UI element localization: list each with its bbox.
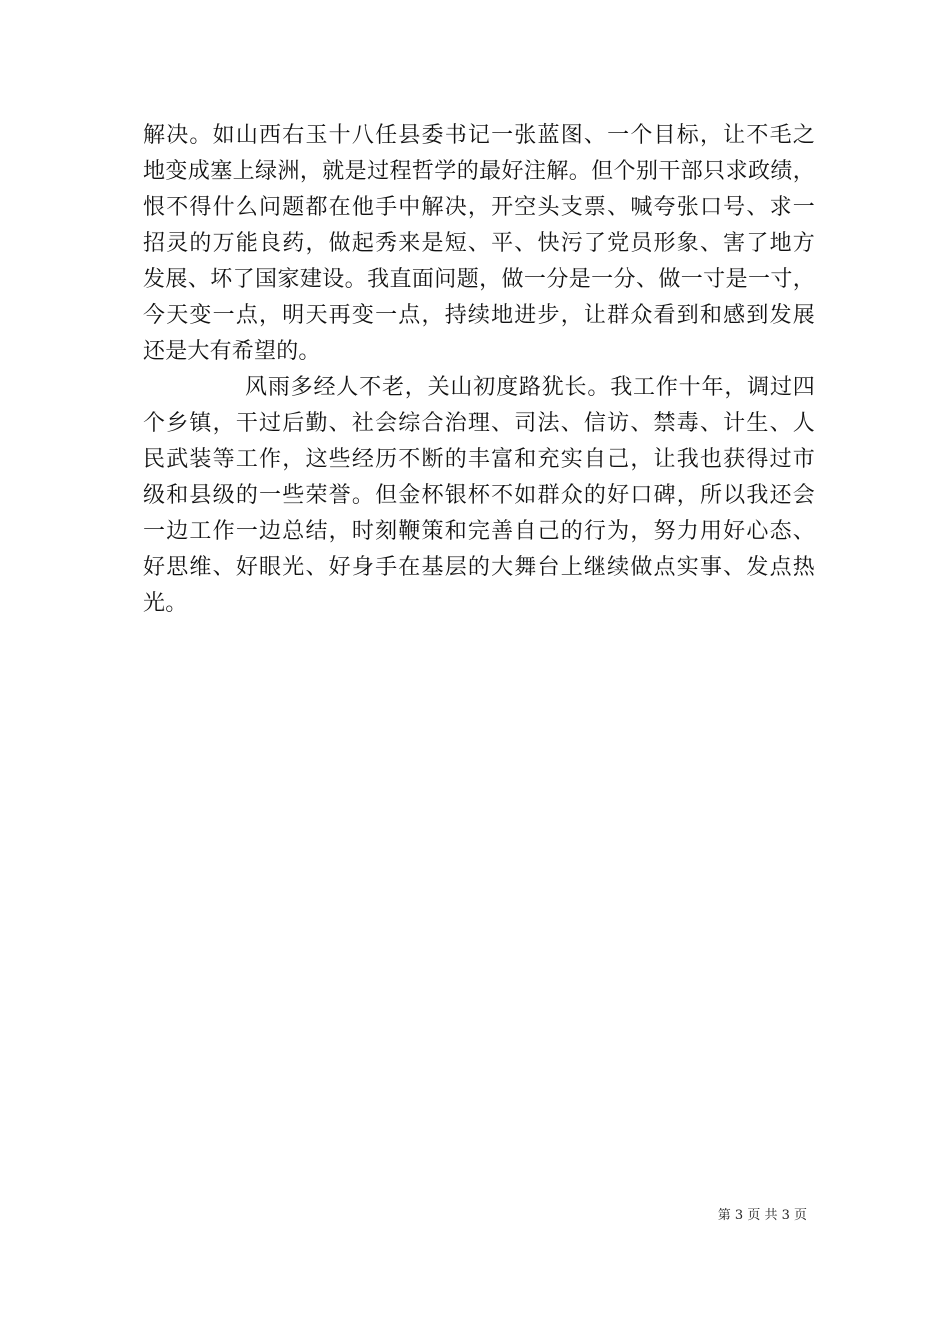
paragraph-first-line: 风雨多经人不老，关山初度路犹长。我工作十年，调过四 [245, 375, 815, 400]
text-line: 好思维、好眼光、好身手在基层的大舞台上继续做点实事、发点热 [143, 555, 815, 580]
text-line: 还是大有希望的。 [143, 339, 321, 364]
body-text [143, 118, 815, 622]
text-line: 民武装等工作，这些经历不断的丰富和充实自己，让我也获得过市 [143, 447, 815, 472]
text-line: 一边工作一边总结，时刻鞭策和完善自己的行为，努力用好心态、 [143, 519, 815, 544]
text-line: 恨不得什么问题都在他手中解决，开空头支票、喊夸张口号、求一 [143, 195, 815, 220]
page-number-footer: 第 3 页 共 3 页 [717, 1208, 807, 1223]
text-line: 地变成塞上绿洲，就是过程哲学的最好注解。但个别干部只求政绩， [143, 159, 815, 184]
text-line: 级和县级的一些荣誉。但金杯银杯不如群众的好口碑，所以我还会 [143, 483, 815, 508]
text-line: 招灵的万能良药，做起秀来是短、平、快污了党员形象、害了地方 [143, 231, 815, 256]
text-line: 解决。如山西右玉十八任县委书记一张蓝图、一个目标，让不毛之 [143, 123, 815, 148]
text-line: 光。 [143, 591, 188, 616]
text-line: 发展、坏了国家建设。我直面问题，做一分是一分、做一寸是一寸， [143, 267, 815, 292]
text-line: 今天变一点，明天再变一点，持续地进步，让群众看到和感到发展 [143, 303, 815, 328]
text-line: 个乡镇，干过后勤、社会综合治理、司法、信访、禁毒、计生、人 [143, 411, 815, 436]
